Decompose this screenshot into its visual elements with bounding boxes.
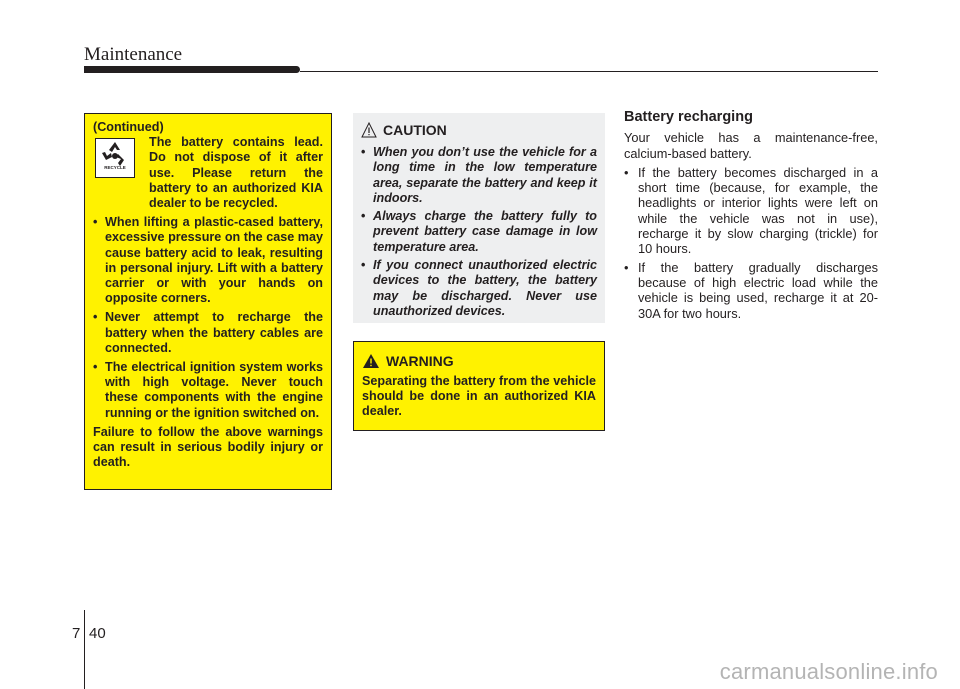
list-item: • When lifting a plastic-cased battery, excessive pressure on the case may cause battery acid to leak, resulting in personal injury. Lift with a battery carrier or with your hands on opposite corners. [93,215,323,306]
lead-disposal-text: The battery contains lead. Do not dispose of it after use. Please return the battery to an authorized KIA dealer to be recycled. [149,135,323,211]
caution-triangle-icon [361,122,377,138]
caution-box [353,113,605,323]
recycle-icon [95,138,135,178]
watermark-text: carmanualsonline.info [719,659,938,684]
section-intro: Your vehicle has a maintenance-free, calcium-based battery. [624,130,878,161]
header-bar [84,66,300,73]
list-item: • Always charge the battery fully to prevent battery case damage in low temperature area. [361,209,597,255]
continued-label: (Continued) [93,120,164,134]
battery-warning-box [84,113,332,490]
warning-footer-text: Failure to follow the above warnings can result in serious bodily injury or death. [93,424,323,470]
warning-box [353,341,605,431]
warning-text: Separating the battery from the vehicle should be done in an authorized KIA dealer. [362,374,596,419]
warning-title: WARNING [386,353,454,369]
list-item: • When you don’t use the vehicle for a long time in the low temperature area, separate the battery and keep it indoors. [361,145,597,206]
chapter-number: 7 [72,625,81,642]
list-item: • The electrical ignition system works with high voltage. Never touch these components with the engine running or the ignition switched on. [93,360,323,421]
warning-triangle-icon [362,353,380,369]
battery-recharging-section [624,110,878,324]
footer-divider [84,610,85,689]
recycle-label: RECYCLE [104,164,126,170]
list-item: • Never attempt to recharge the battery when the battery cables are connected. [93,310,323,356]
header-rule [300,71,878,72]
list-item: • If you connect unauthorized electric devices to the battery, the battery may be discharged. Never use unauthorized devices. [361,258,597,319]
section-heading: Battery recharging [624,109,753,125]
caution-list [361,145,597,319]
list-item: • If the battery becomes discharged in a short time (because, for example, the headlights or interior lights were left on while the vehicle was not in use), recharge it by slow charging (trickle) for 10 hours. [624,165,878,257]
warning-bullet-list [93,215,323,421]
page-number: 40 [89,625,106,642]
page-section-title: Maintenance [84,44,183,65]
list-item: • If the battery gradually discharges because of high electric load while the vehicle is being used, recharge it at 20-30A for two hours. [624,260,878,321]
caution-title: CAUTION [383,122,447,138]
recharging-list [624,165,878,321]
